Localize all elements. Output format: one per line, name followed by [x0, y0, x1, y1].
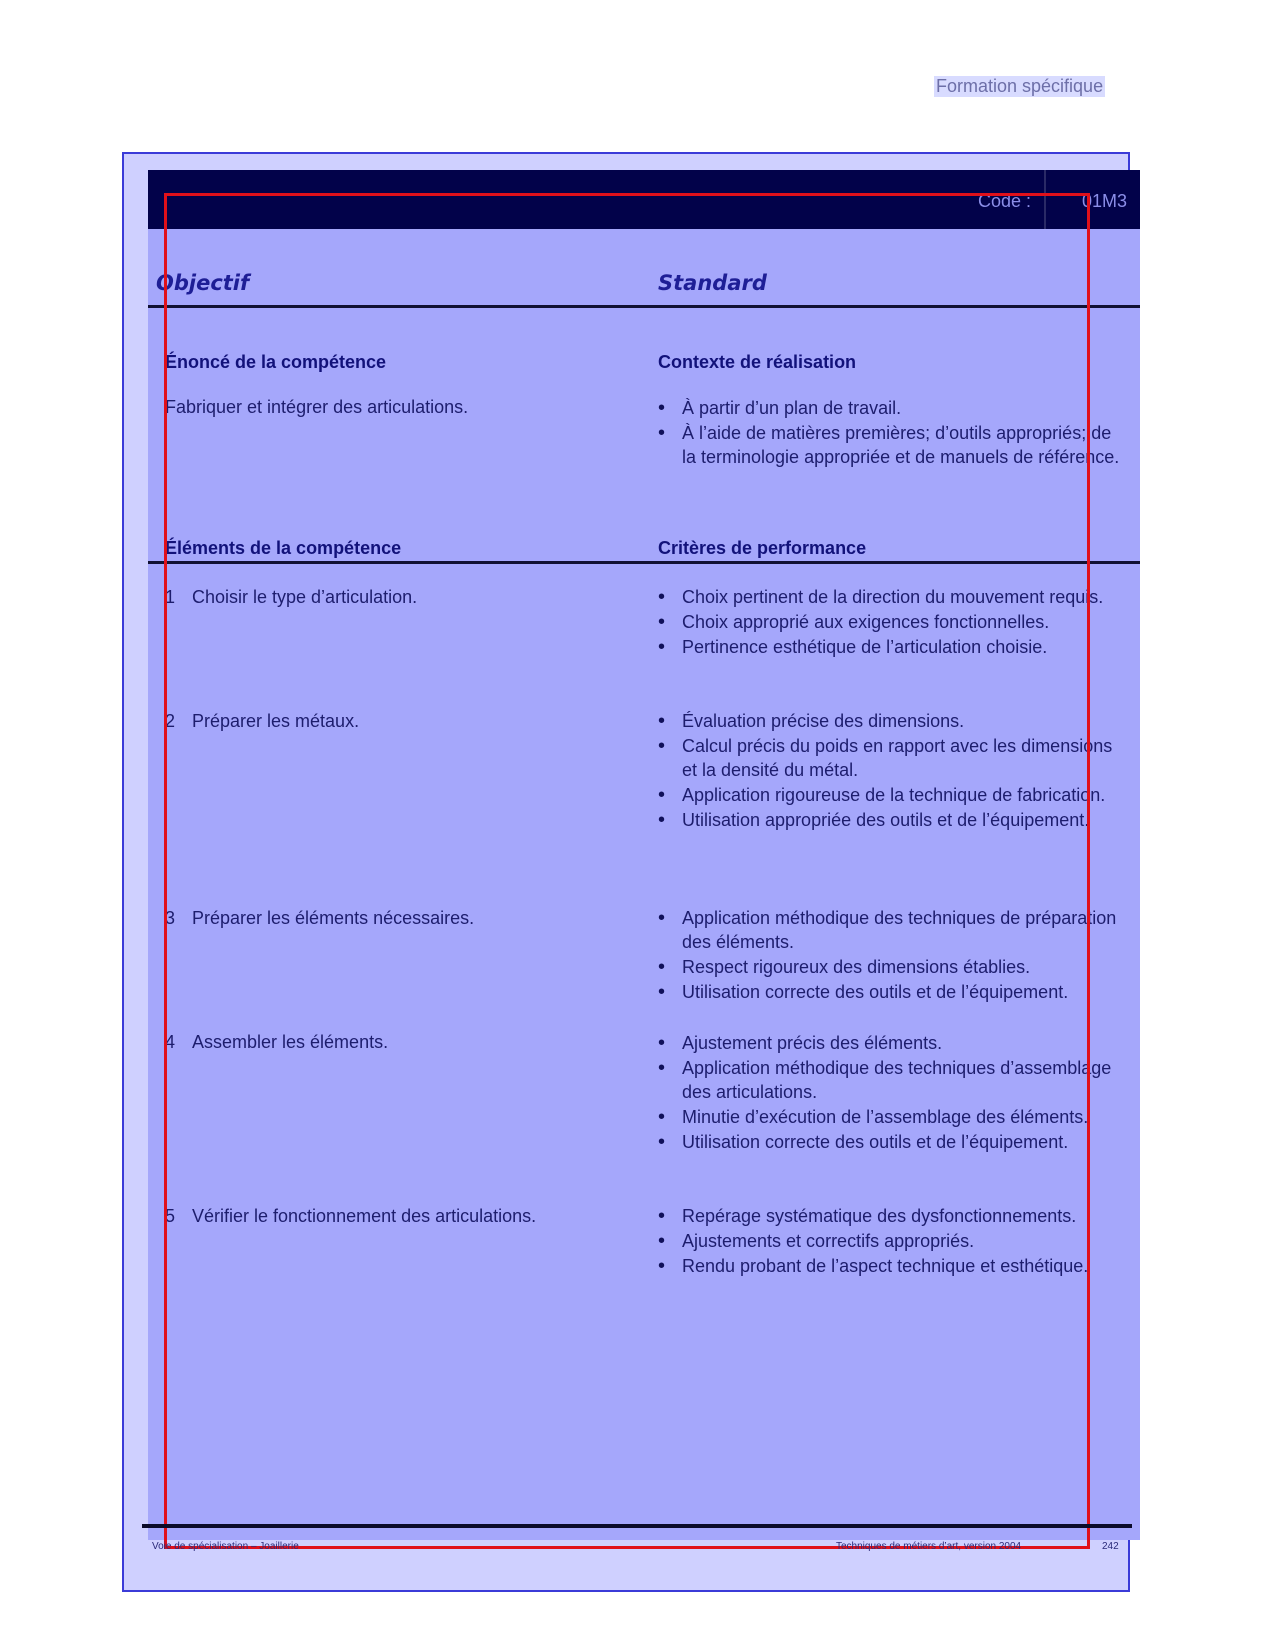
criterion-item: • Ajustements et correctifs appropriés.: [658, 1229, 1128, 1253]
criterion-item: • Utilisation correcte des outils et de l’équipement.: [658, 980, 1128, 1004]
criteria-list-2: [658, 709, 1128, 833]
footer-left-text: Voie de spécialisation – Joaillerie: [152, 1541, 299, 1552]
footer-right-text: Techniques de métiers d’art, version 2004: [836, 1541, 1022, 1552]
criterion-item: • Rendu probant de l’aspect technique et esthétique.: [658, 1254, 1128, 1278]
criterion-item: • Application rigoureuse de la technique de fabrication.: [658, 783, 1128, 807]
element-1: [165, 587, 417, 608]
element-4: [165, 1032, 388, 1053]
context-list: [658, 396, 1128, 470]
statement-title: Énoncé de la compétence: [165, 352, 387, 372]
criterion-item: • Utilisation correcte des outils et de l’équipement.: [658, 1130, 1128, 1154]
criterion-item: • Choix pertinent de la direction du mouvement requis.: [658, 585, 1128, 609]
criteria-list-5: [658, 1204, 1128, 1279]
element-3: [165, 908, 474, 929]
element-number: 4: [165, 1032, 176, 1052]
footer-rule: [142, 1524, 1132, 1528]
criterion-item: • Ajustement précis des éléments.: [658, 1031, 1128, 1055]
context-item: • À l’aide de matières premières; d’outils appropriés; de la terminologie appropriée et de manuels de référence.: [658, 421, 1128, 469]
elements-title: Éléments de la compétence: [165, 538, 402, 558]
code-value: 01M3: [1082, 191, 1128, 211]
content-area: [148, 170, 1140, 1540]
criterion-item: • Minutie d’exécution de l’assemblage des éléments.: [658, 1105, 1128, 1129]
criterion-item: • Pertinence esthétique de l’articulation choisie.: [658, 635, 1128, 659]
objective-heading: Objectif: [156, 271, 250, 295]
element-text: Choisir le type d’articulation.: [192, 587, 418, 607]
element-number: 1: [165, 587, 176, 607]
element-2: [165, 711, 359, 732]
element-5: [165, 1206, 536, 1227]
criteria-title: Critères de performance: [658, 538, 867, 558]
code-label: Code :: [978, 191, 1032, 211]
elements-rule: [148, 561, 1140, 564]
criterion-item: • Utilisation appropriée des outils et de l’équipement.: [658, 808, 1128, 832]
element-number: 5: [165, 1206, 176, 1226]
criterion-item: • Application méthodique des techniques d’assemblage des articulations.: [658, 1056, 1128, 1104]
element-text: Préparer les éléments nécessaires.: [192, 908, 475, 928]
criterion-item: • Évaluation précise des dimensions.: [658, 709, 1128, 733]
criterion-item: • Respect rigoureux des dimensions établies.: [658, 955, 1128, 979]
criterion-item: • Application méthodique des techniques de préparation des éléments.: [658, 906, 1128, 954]
context-title: Contexte de réalisation: [658, 352, 857, 372]
standard-heading: Standard: [658, 271, 767, 295]
element-text: Assembler les éléments.: [192, 1032, 389, 1052]
criterion-item: • Calcul précis du poids en rapport avec les dimensions et la densité du métal.: [658, 734, 1128, 782]
document-section-label: Formation spécifique: [936, 76, 1104, 96]
criteria-list-1: [658, 585, 1128, 660]
page-number: 242: [1102, 1541, 1119, 1552]
competence-statement: Fabriquer et intégrer des articulations.: [165, 397, 469, 417]
criteria-list-3: [658, 906, 1128, 1005]
criterion-item: • Choix approprié aux exigences fonctionnelles.: [658, 610, 1128, 634]
heading-rule: [148, 305, 1140, 308]
criterion-item: • Repérage systématique des dysfonctionnements.: [658, 1204, 1128, 1228]
element-number: 3: [165, 908, 176, 928]
context-item: • À partir d’un plan de travail.: [658, 396, 1128, 420]
code-divider: [1044, 170, 1046, 229]
criteria-list-4: [658, 1031, 1128, 1155]
element-text: Vérifier le fonctionnement des articulations.: [192, 1206, 537, 1226]
element-number: 2: [165, 711, 176, 731]
element-text: Préparer les métaux.: [192, 711, 360, 731]
